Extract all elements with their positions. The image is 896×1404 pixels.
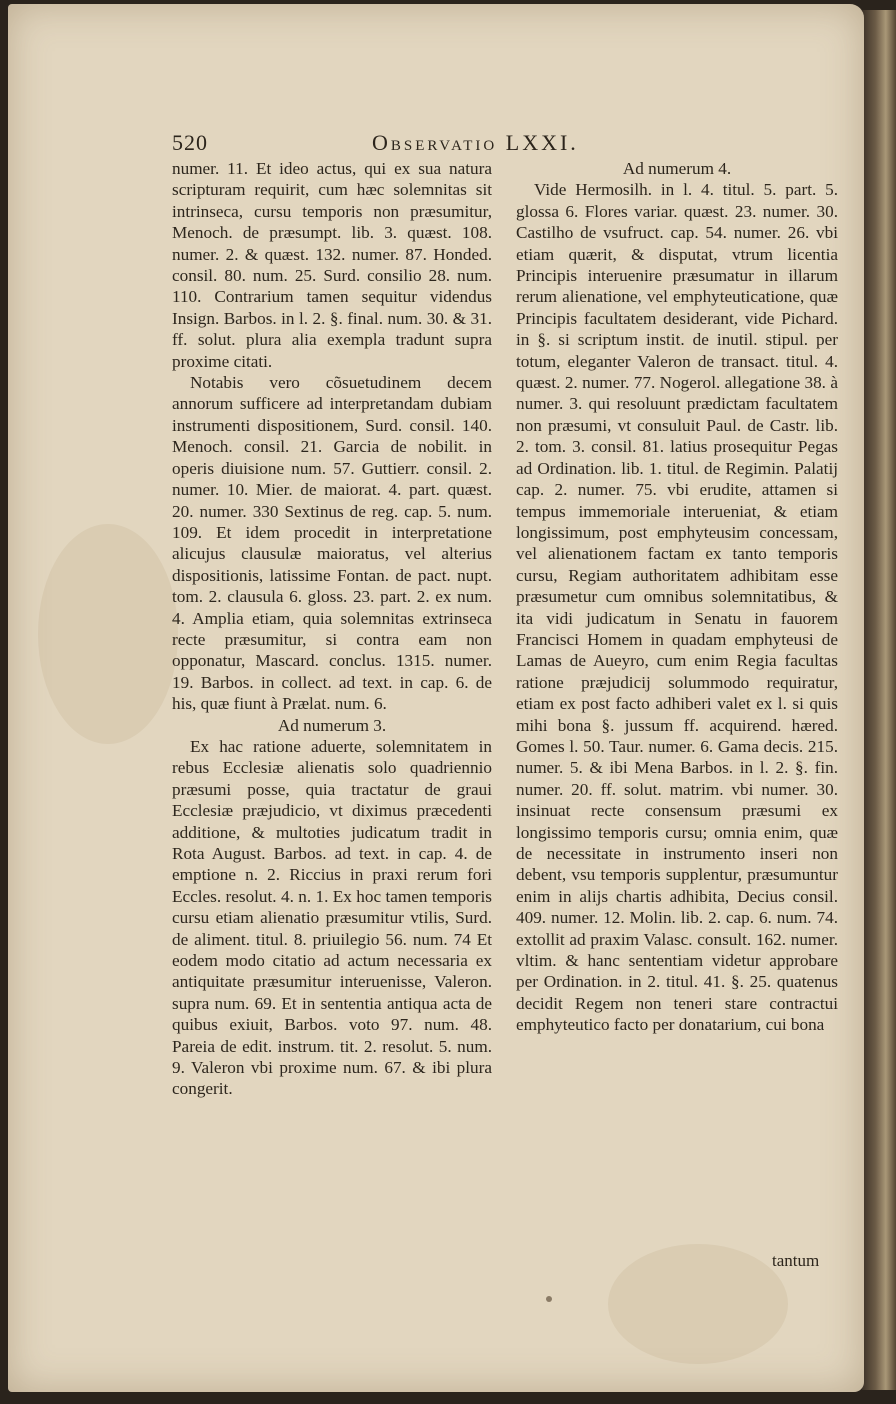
section-subhead: Ad numerum 4. [622,159,732,178]
page-number: 520 [172,130,208,155]
catchword: tantum [772,1251,820,1270]
paragraph: Vide Hermosilh. in l. 4. titul. 5. part. 5. glossa 6. Flores variar. quæst. 23. numer. 30. Castilho de vsufruct. cap. 54. numer. 26. vbi etiam quærit, & disputat, vtrum licentia Principis interuenire præsumatur in illarum rerum alienatione, vel emphyteuticatione, quæ Principis facultatem desiderant, vide Pichard. in §. si scriptum instit. de inutil. stipul. per totum, eleganter Valeron de transact. titul. 4. quæst. 2. numer. 77. Nogerol. allegatione 38. à numer. 3. qui resoluunt prædictam facultatem non præsumi, vt consuluit Paul. de Castr. lib. 2. tom. 3. consil. 81. latius prosequitur Pegas ad Ordination. lib. 1. titul. de Regimin. Palatij cap. 2. numer. 75. vbi erudite, attamen si tempus immemoriale interueniat, & etiam longissimum, post emphyteusim concessam, vel alienationem factam ex tanto temporis cursu, Regiam authoritatem adhibitam esse præsumetur cum omnibus solemnitatibus, & ita vidi judicatum in Senatu in fauorem Francisci Homem in quadam emphyteusi de Lamas de Aueyro, cum enim Regia facultas ratione præjudicij solummodo requiratur, etiam ex post facto adhiberi valet ex l. si quis mihi bona §. jussum ff. acquirend. hæred. Gomes l. 50. Taur. numer. 6. Gama decis. 215. numer. 5. & ibi Mena Barbos. in l. 2. §. fin. numer. 20. ff. solut. matrim. vbi numer. 30. insinuat recte consensum præsumi ex longissimo temporis cursu; omnia enim, quæ de necessitate in instrumento inseri non debent, vsu temporis supplentur, præsumuntur enim in alijs chartis adhibita, Decius consil. 409. numer. 12. Molin. lib. 2. cap. 6. num. 74. extollit ad praxim Valasc. consult. 162. numer. vltim. & hanc sententiam videtur approbare per Ordination. in 2. titul. 41. §. 25. quatenus decidit Regem non teneri stare contractui emphyteutico facto per donatarium, cui bona [516,180,838,1035]
paragraph: Ex hac ratione aduerte, solemnitatem in rebus Ecclesiæ alienatis solo quadriennio præsumi posse, quia tractatur de graui Ecclesiæ præjudicio, vt diximus præcedenti additione, & multoties judicatum tradit in Rota August. Barbos. ad text. in cap. 4. de emptione n. 2. Riccius in praxi rerum fori Eccles. resolut. 4. n. 1. Ex hoc tamen temporis cursu etiam alienatio præsumitur vtilis, Surd. de aliment. titul. 8. priuilegio 56. num. 74 Et eodem modo citatio ad actum necessaria ex antiquitate præsumitur interuenisse, Valeron. supra num. 69. Et in sententia antiqua acta de quibus exiuit, Barbos. voto 97. num. 48. Pareia de edit. instrum. tit. 2. resolut. 5. num. 9. Valeron vbi proxime num. 67. & ibi plura congerit. [172,736,492,1099]
paper-stain [608,1244,788,1364]
left-column [172,158,492,1100]
paragraph: numer. 11. Et ideo actus, qui ex sua natura scripturam requirit, cum hæc solemnitas sit intrinseca, cursu temporis non præsumitur, Menoch. de præsumpt. lib. 3. quæst. 108. numer. 2. & quæst. 132. numer. 87. Honded. consil. 80. num. 25. Surd. consilio 28. num. 110. Contrarium tamen sequitur videndus Insign. Barbos. in l. 2. §. final. num. 30. & 31. ff. solut. plura alia exempla tradunt supra proxime citati. [172,159,492,371]
book-spine-edge [862,10,896,1390]
paper-mark [546,1296,552,1302]
running-title: Observatio LXXI. [372,130,579,155]
page-header [0,130,896,160]
paper-stain [38,524,178,744]
section-subhead: Ad numerum 3. [277,715,387,735]
right-column [516,158,838,1036]
paragraph: Notabis vero cõsuetudinem decem annorum sufficere ad interpretandam dubiam instrumenti dispositionem, Surd. consil. 140. Menoch. consil. 21. Garcia de nobilit. in operis diuisione num. 57. Guttierr. consil. 2. numer. 10. Mier. de maiorat. 4. part. quæst. 20. numer. 330 Sextinus de reg. cap. 5. num. 109. Et idem procedit in interpretatione alicujus clausulæ maioratus, vel alterius dispositionis, latissime Fontan. de pact. nupt. tom. 2. clausula 6. gloss. 23. part. 2. ex num. 4. Amplia etiam, quia solemnitas extrinseca recte præsumitur, si contra eam non opponatur, Mascard. conclus. 1315. numer. 19. Barbos. in collect. ad text. in cap. 6. de his, quæ fiunt à Prælat. num. 6. [172,373,492,714]
